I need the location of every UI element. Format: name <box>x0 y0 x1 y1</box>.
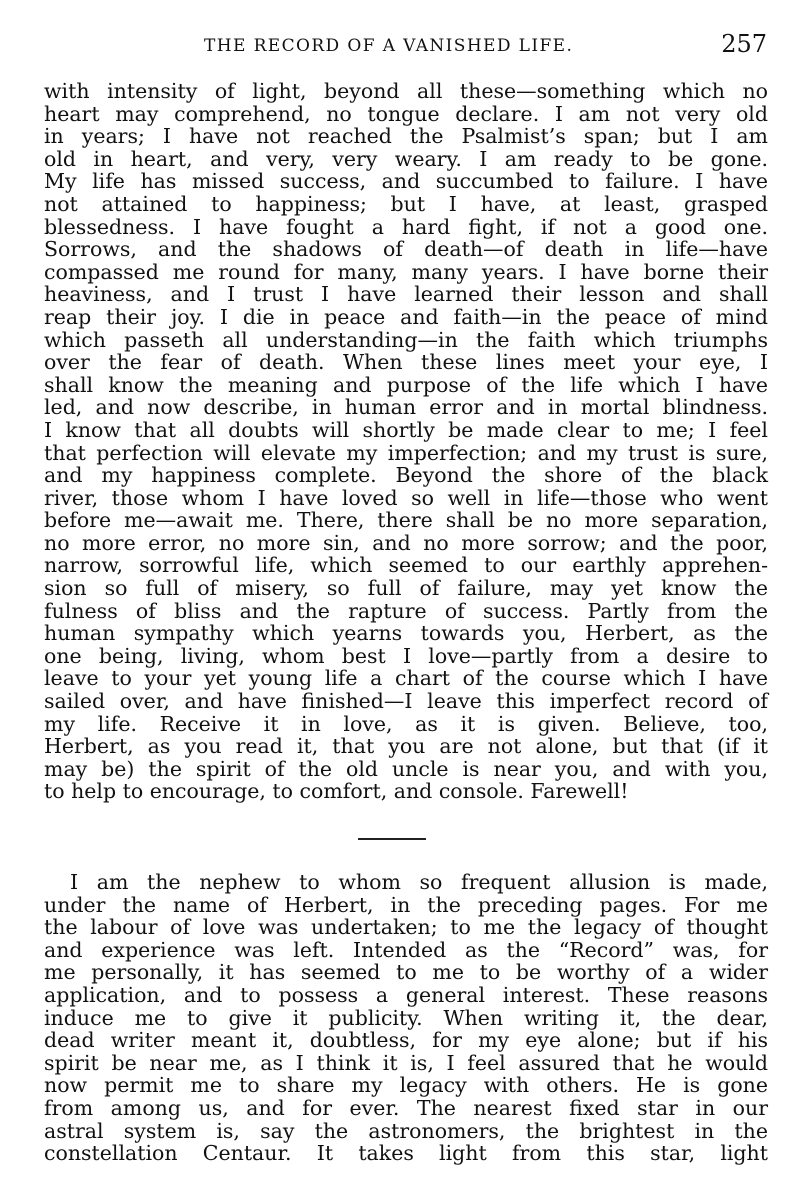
text-line: spirit be near me, as I think it is, I feel assured that he would <box>44 1050 768 1075</box>
text-line: now permit me to share my legacy with others. He is gone <box>44 1073 768 1098</box>
text-line: heaviness, and I trust I have learned their lesson and shall <box>44 282 768 307</box>
text-line: narrow, sorrowful life, which seemed to our earthly apprehen- <box>44 553 768 578</box>
text-line: no more error, no more sin, and no more sorrow; and the poor, <box>44 530 768 555</box>
text-line: may be) the spirit of the old uncle is near you, and with you, <box>44 756 768 781</box>
running-head <box>44 30 771 58</box>
text-line: my life. Receive it in love, as it is given. Believe, too, <box>44 711 768 736</box>
text-line: river, those whom I have loved so well in life—those who went <box>44 485 768 510</box>
text-line: reap their joy. I die in peace and faith—in the peace of mind <box>44 304 768 329</box>
text-line: from among us, and for ever. The nearest fixed star in our <box>44 1095 768 1120</box>
text-line: Sorrows, and the shadows of death—of death in life—have <box>44 237 768 262</box>
text-line: I know that all doubts will shortly be made clear to me; I feel <box>44 417 768 442</box>
section-divider <box>358 838 426 840</box>
text-line: over the fear of death. When these lines meet your eye, I <box>44 350 768 375</box>
letter-paragraph <box>44 80 768 803</box>
text-line: before me—await me. There, there shall be no more separation, <box>44 508 768 533</box>
text-line: I am the nephew to whom so frequent allusion is made, <box>70 870 768 894</box>
running-title: THE RECORD OF A VANISHED LIFE. <box>204 36 574 56</box>
text-line: which passeth all understanding—in the faith which triumphs <box>44 327 768 352</box>
text-line: with intensity of light, beyond all these—something which no <box>44 79 768 103</box>
text-line: heart may comprehend, no tongue declare. I am not very old <box>44 101 768 126</box>
text-line: dead writer meant it, doubtless, for my eye alone; but if his <box>44 1028 768 1053</box>
text-line: Herbert, as you read it, that you are not alone, but that (if it <box>44 734 768 759</box>
text-line: blessedness. I have fought a hard fight, if not a good one. <box>44 214 768 239</box>
text-line: to help to encourage, to comfort, and console. Farewell! <box>44 779 629 804</box>
text-line: that perfection will elevate my imperfection; and my trust is sure, <box>44 440 768 465</box>
text-line: and my happiness complete. Beyond the shore of the black <box>44 463 768 488</box>
text-line: application, and to possess a general interest. These reasons <box>44 982 768 1007</box>
text-line: astral system is, say the astronomers, the brightest in the <box>44 1118 768 1143</box>
text-line: one being, living, whom best I love—partly from a desire to <box>44 643 768 668</box>
text-line: and experience was left. Intended as the “Record” was, for <box>44 937 768 962</box>
text-line: led, and now describe, in human error and in mortal blindness. <box>44 395 768 420</box>
afterword-paragraph <box>44 871 768 1165</box>
text-line: the labour of love was undertaken; to me the legacy of thought <box>44 915 768 940</box>
text-line: under the name of Herbert, in the preceding pages. For me <box>44 892 768 917</box>
text-line: My life has missed success, and succumbed to failure. I have <box>44 169 768 194</box>
text-line: constellation Centaur. It takes light from this star, light <box>44 1141 768 1166</box>
text-line: sailed over, and have finished—I leave this imperfect record of <box>44 689 768 714</box>
text-line: in years; I have not reached the Psalmist’s span; but I am <box>44 124 768 149</box>
text-line: me personally, it has seemed to me to be worthy of a wider <box>44 960 768 985</box>
text-line: leave to your yet young life a chart of the course which I have <box>44 666 768 691</box>
text-line: induce me to give it publicity. When writing it, the dear, <box>44 1005 768 1030</box>
text-line: human sympathy which yearns towards you, Herbert, as the <box>44 621 768 646</box>
text-line: old in heart, and very, very weary. I am ready to be gone. <box>44 146 768 171</box>
text-line: compassed me round for many, many years. I have borne their <box>44 259 768 284</box>
text-line: fulness of bliss and the rapture of success. Partly from the <box>44 598 768 623</box>
text-line: sion so full of misery, so full of failure, may yet know the <box>44 576 768 601</box>
page-number: 257 <box>721 30 767 58</box>
text-line: not attained to happiness; but I have, at least, grasped <box>44 191 768 216</box>
text-line: shall know the meaning and purpose of the life which I have <box>44 372 768 397</box>
